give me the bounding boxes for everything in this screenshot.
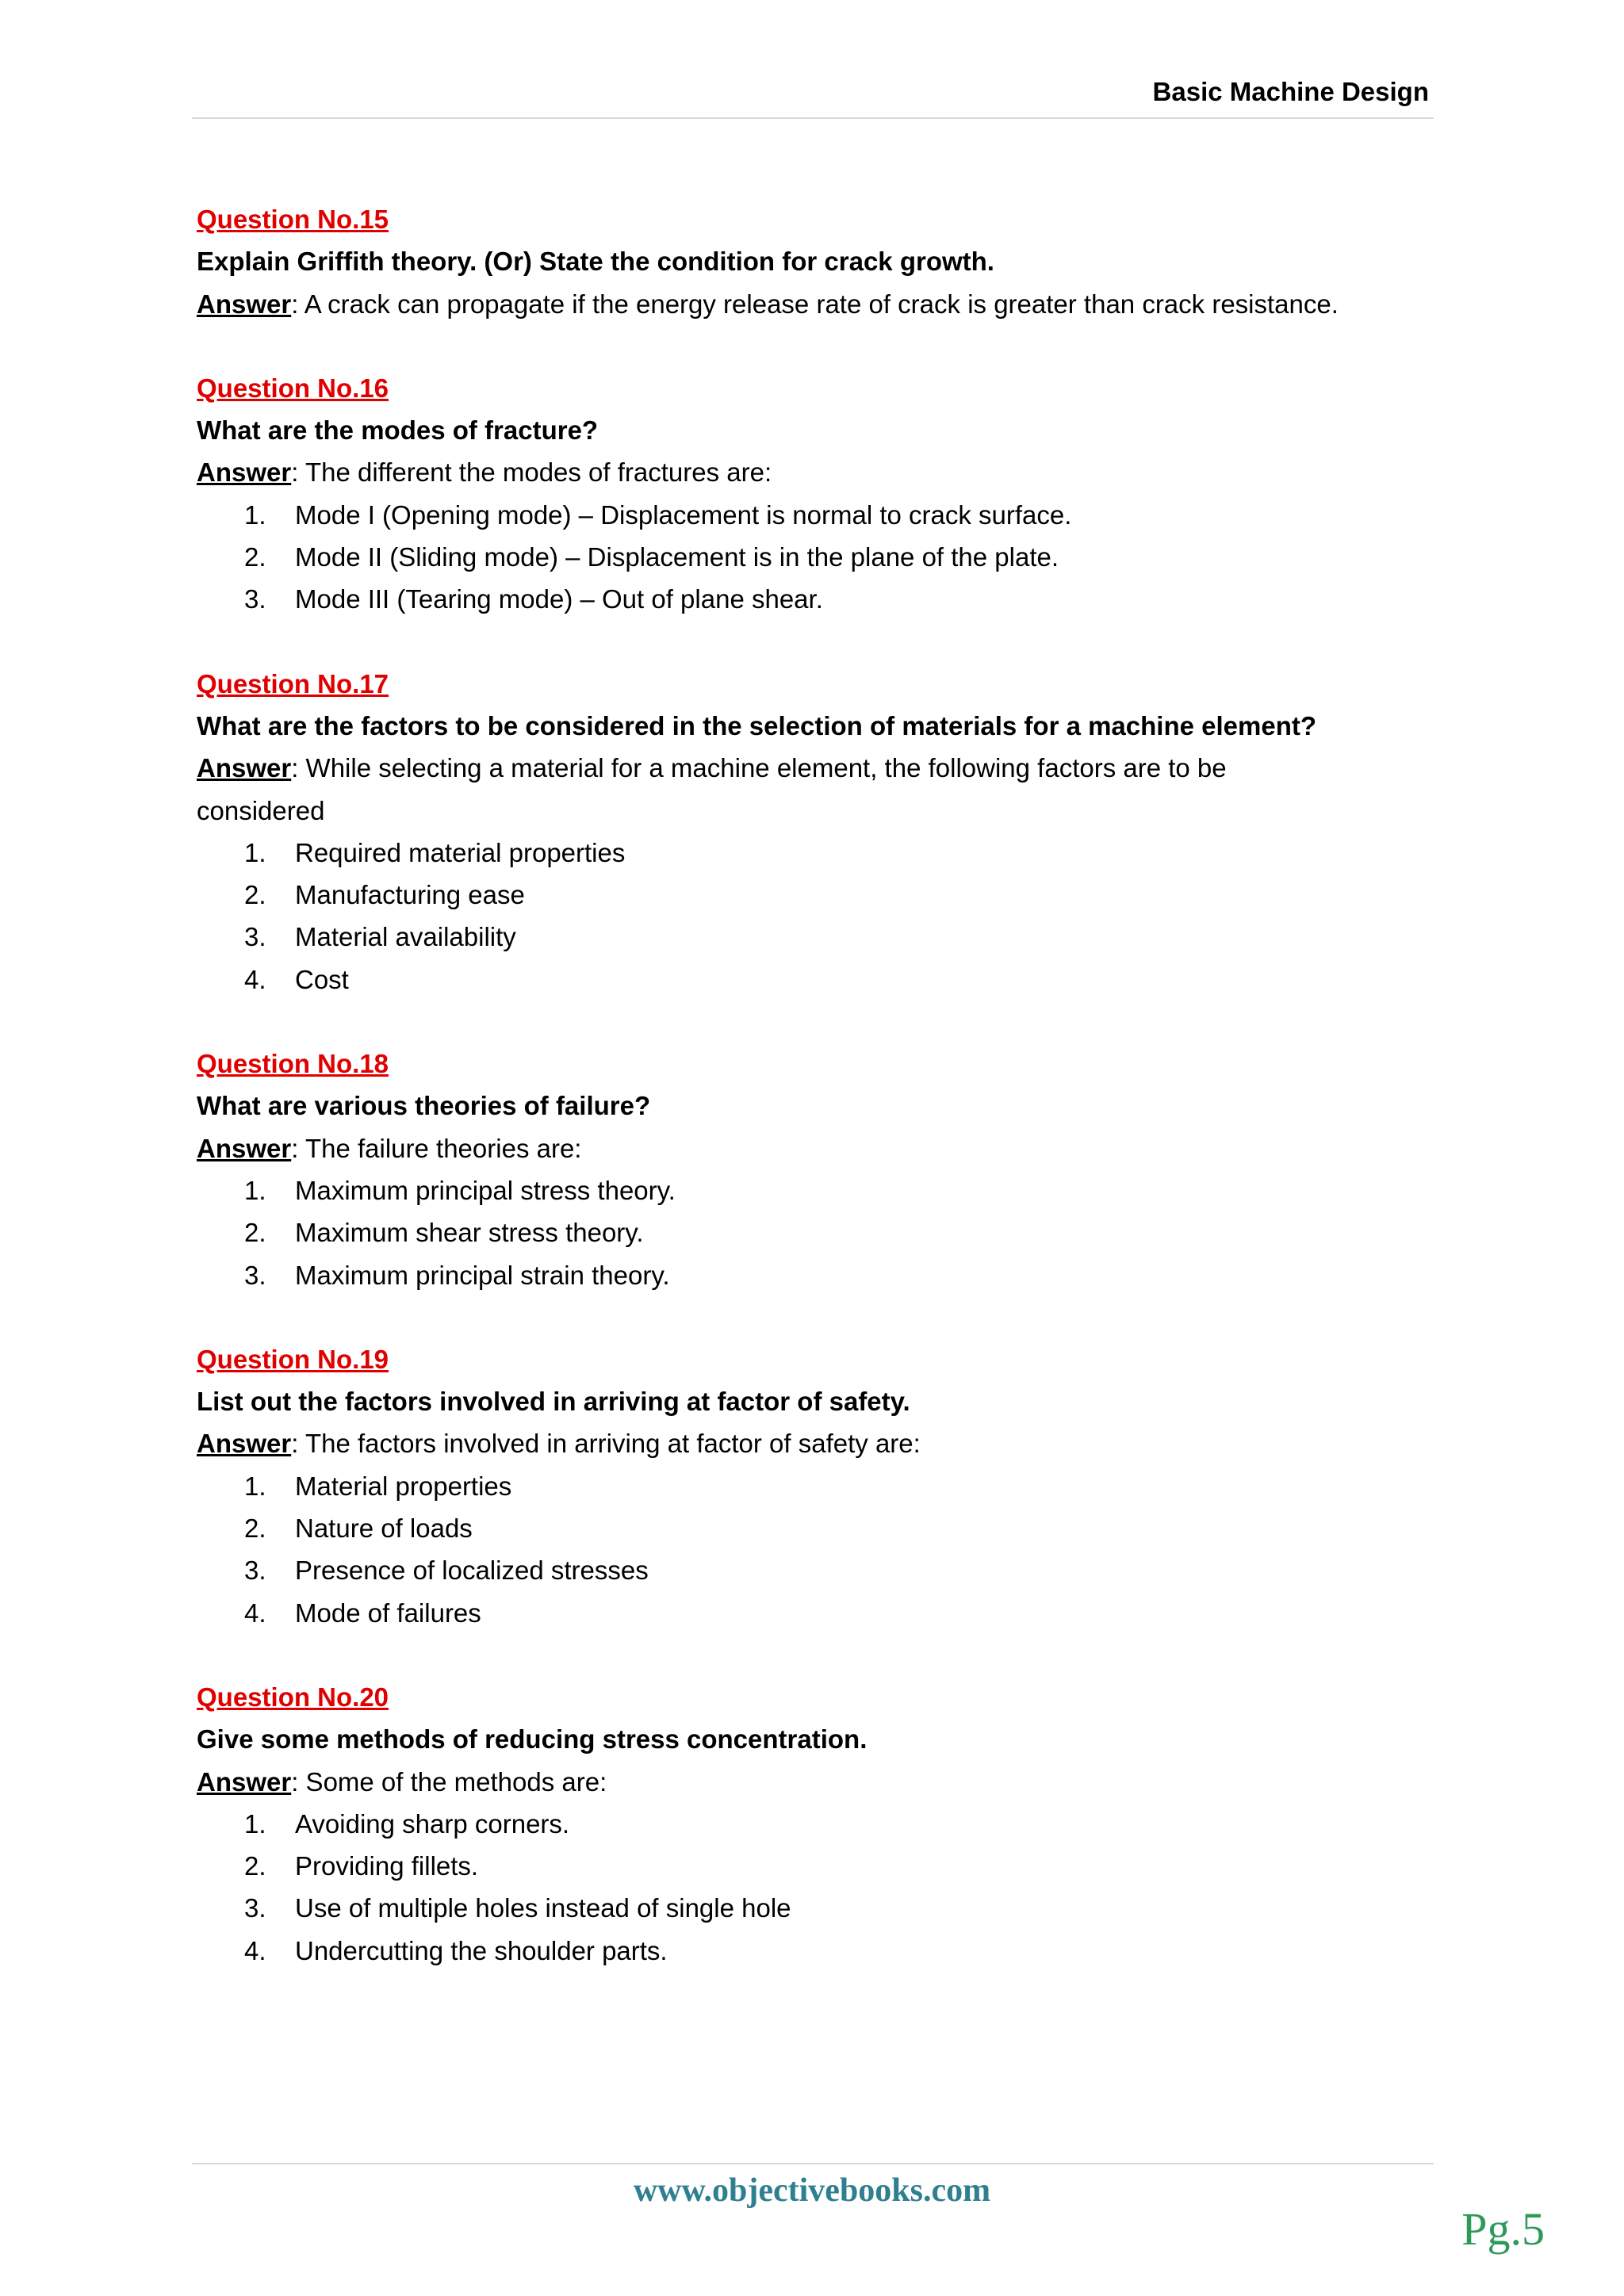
list-item: 4. Undercutting the shoulder parts. — [244, 1935, 668, 1965]
list-item: 2. Manufacturing ease — [244, 880, 525, 910]
question-number: Question No.20 — [197, 1682, 389, 1712]
question-text: What are the modes of fracture? — [197, 415, 599, 446]
question-text: What are the factors to be considered in the selection of materials for a machine element? — [197, 710, 1317, 740]
answer-text: : While selecting a material for a machine element, the following factors are to be considered — [197, 753, 1227, 825]
question-block — [197, 198, 1434, 325]
answer-text: : The different the modes of fractures are: — [291, 457, 772, 488]
question-block — [197, 663, 1434, 1001]
answer-label: Answer — [197, 753, 292, 783]
question-block — [197, 1338, 1434, 1634]
question-block — [197, 1043, 1434, 1296]
answer-label: Answer — [197, 1766, 292, 1797]
list-item: 2. Nature of loads — [244, 1513, 473, 1544]
footer-divider — [192, 2163, 1434, 2164]
list-item: 1. Material properties — [244, 1471, 512, 1501]
list-item: 1. Avoiding sharp corners. — [244, 1808, 570, 1839]
footer-website-link[interactable]: www.objectivebooks.com — [633, 2172, 991, 2209]
answer-text: : A crack can propagate if the energy release rate of crack is greater than crack resistance. — [291, 289, 1339, 319]
list-item: 3. Material availability — [244, 922, 516, 952]
question-number: Question No.19 — [197, 1344, 389, 1374]
list-item: 3. Use of multiple holes instead of single hole — [244, 1893, 791, 1923]
list-item: 1. Maximum principal stress theory. — [244, 1175, 676, 1205]
answer-list — [197, 1465, 1434, 1634]
answer-label: Answer — [197, 1133, 292, 1163]
answer-list — [197, 494, 1434, 621]
question-block — [197, 367, 1434, 621]
answer-label: Answer — [197, 289, 292, 319]
page-header — [192, 76, 1434, 119]
list-item: 3. Maximum principal strain theory. — [244, 1260, 670, 1290]
answer-label: Answer — [197, 1429, 292, 1459]
question-number: Question No.18 — [197, 1049, 389, 1079]
answer-list — [197, 1803, 1434, 1972]
answer-text: : The failure theories are: — [291, 1133, 582, 1163]
question-text: Give some methods of reducing stress concentration. — [197, 1724, 868, 1755]
list-item: 3. Mode III (Tearing mode) – Out of plane shear. — [244, 584, 823, 614]
list-item: 2. Mode II (Sliding mode) – Displacement is in the plane of the plate. — [244, 542, 1059, 572]
answer-list — [197, 1169, 1434, 1296]
answer-list — [197, 832, 1434, 1001]
document-body — [197, 198, 1434, 2014]
list-item: 2. Maximum shear stress theory. — [244, 1218, 644, 1248]
page-number: Pg.5 — [1461, 2203, 1545, 2255]
question-text: Explain Griffith theory. (Or) State the condition for crack growth. — [197, 247, 994, 277]
question-number: Question No.17 — [197, 668, 389, 698]
list-item: 2. Providing fillets. — [244, 1851, 479, 1881]
question-text: What are various theories of failure? — [197, 1091, 651, 1121]
question-block — [197, 1676, 1434, 1972]
question-text: List out the factors involved in arriving at factor of safety. — [197, 1387, 910, 1417]
answer-text: : Some of the methods are: — [291, 1766, 607, 1797]
list-item: 1. Required material properties — [244, 837, 626, 867]
list-item: 4. Mode of failures — [244, 1598, 481, 1628]
list-item: 4. Cost — [244, 964, 349, 994]
answer-text: : The factors involved in arriving at factor of safety are: — [291, 1429, 921, 1459]
answer-label: Answer — [197, 457, 292, 488]
question-number: Question No.15 — [197, 205, 389, 234]
list-item: 1. Mode I (Opening mode) – Displacement is normal to crack surface. — [244, 499, 1072, 530]
list-item: 3. Presence of localized stresses — [244, 1556, 649, 1586]
header-title: Basic Machine Design — [1152, 77, 1429, 106]
question-number: Question No.16 — [197, 373, 389, 403]
